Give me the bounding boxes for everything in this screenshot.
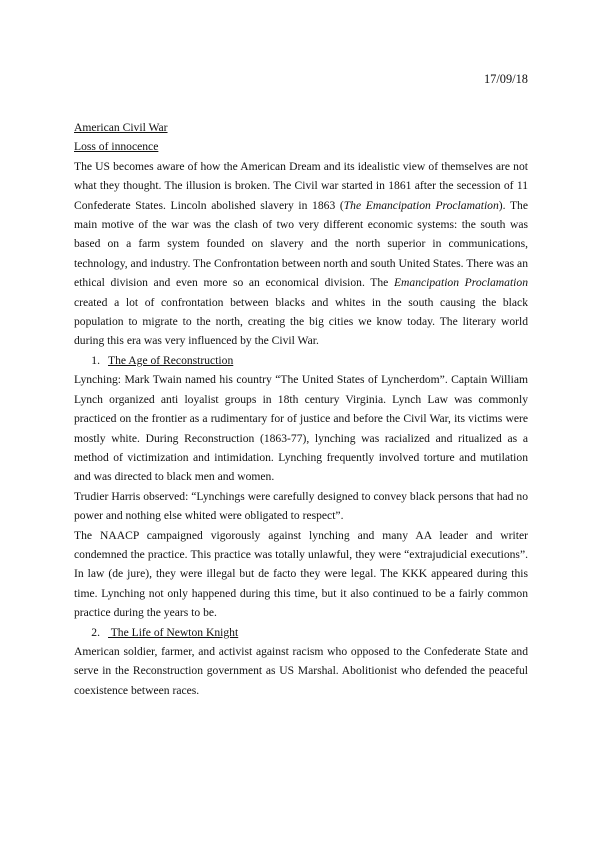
intro-paragraph — [74, 157, 528, 351]
section-heading-1 — [74, 351, 528, 370]
intro-emphasis-2: Emancipation Proclamation — [393, 276, 528, 290]
section-1-paragraph: The NAACP campaigned vigorously against lynching and many AA leader and writer condemned the practice. This practice was totally unlawful, they were “extrajudicial executions”. In law (de jure), they were illegal but de facto they were legal. The KKK appeared during this time. Lynching not only happened during this time, but it also continued to be a fairly common practice during the years to be. — [74, 528, 528, 620]
section-heading-text: The Life of Newton Knight — [108, 625, 239, 639]
document-date: 17/09/18 — [483, 72, 528, 86]
document-title: American Civil War — [74, 121, 168, 134]
section-1-paragraph: Lynching: Mark Twain named his country “The United States of Lyncherdom”. Captain William Lynch organized anti loyalist groups in 18th century Virginia. Lynch Law was commonly practiced on the frontier as a rudimentary for of justice and before the Civil War, its victims were mostly white. During Reconstruction (1863-77), lynching was racialized and ritualized as a method of victimization and intimidation. Lynching frequently involved torture and mutilation and was directed to black men and women. — [74, 373, 528, 484]
section-number: 1. — [91, 353, 100, 367]
intro-text-c: ). The main motive of the war was the clash of two very different economic systems: the south was based on a farm system founded on slavery and the north superior in communications, technology, and industry. The Confrontation between north and south United States. There was an ethical division and even more so an economical division. The — [74, 198, 528, 290]
intro-text-a: The US becomes aware of how the American Dream and its idealistic view of themselves are not what they thought. The illusion is broken. The Civil war started in 1861 after the secession of 11 Confederate States. Lincoln abolished slavery in 1863 ( — [74, 159, 528, 212]
section-2-paragraph: American soldier, farmer, and activist against racism who opposed to the Confederate State and serve in the Reconstruction government as US Marshal. Abolitionist who defended the peaceful coexistence between races. — [74, 644, 528, 697]
section-1-paragraph: Trudier Harris observed: “Lynchings were carefully designed to convey black persons that had no power and nothing else whited were obligated to respect”. — [74, 489, 528, 523]
section-number: 2. — [91, 625, 100, 639]
intro-emphasis-1: The Emancipation Proclamation — [343, 198, 499, 212]
intro-text-e: created a lot of confrontation between blacks and whites in the south causing the black population to migrate to the north, creating the big cities we know today. The literary world during this era was very influenced by the Civil War. — [74, 295, 528, 348]
section-heading-text: The Age of Reconstruction — [108, 353, 234, 367]
document-body — [74, 118, 528, 700]
document-subtitle: Loss of innocence — [74, 140, 159, 154]
section-heading-2 — [74, 623, 528, 642]
